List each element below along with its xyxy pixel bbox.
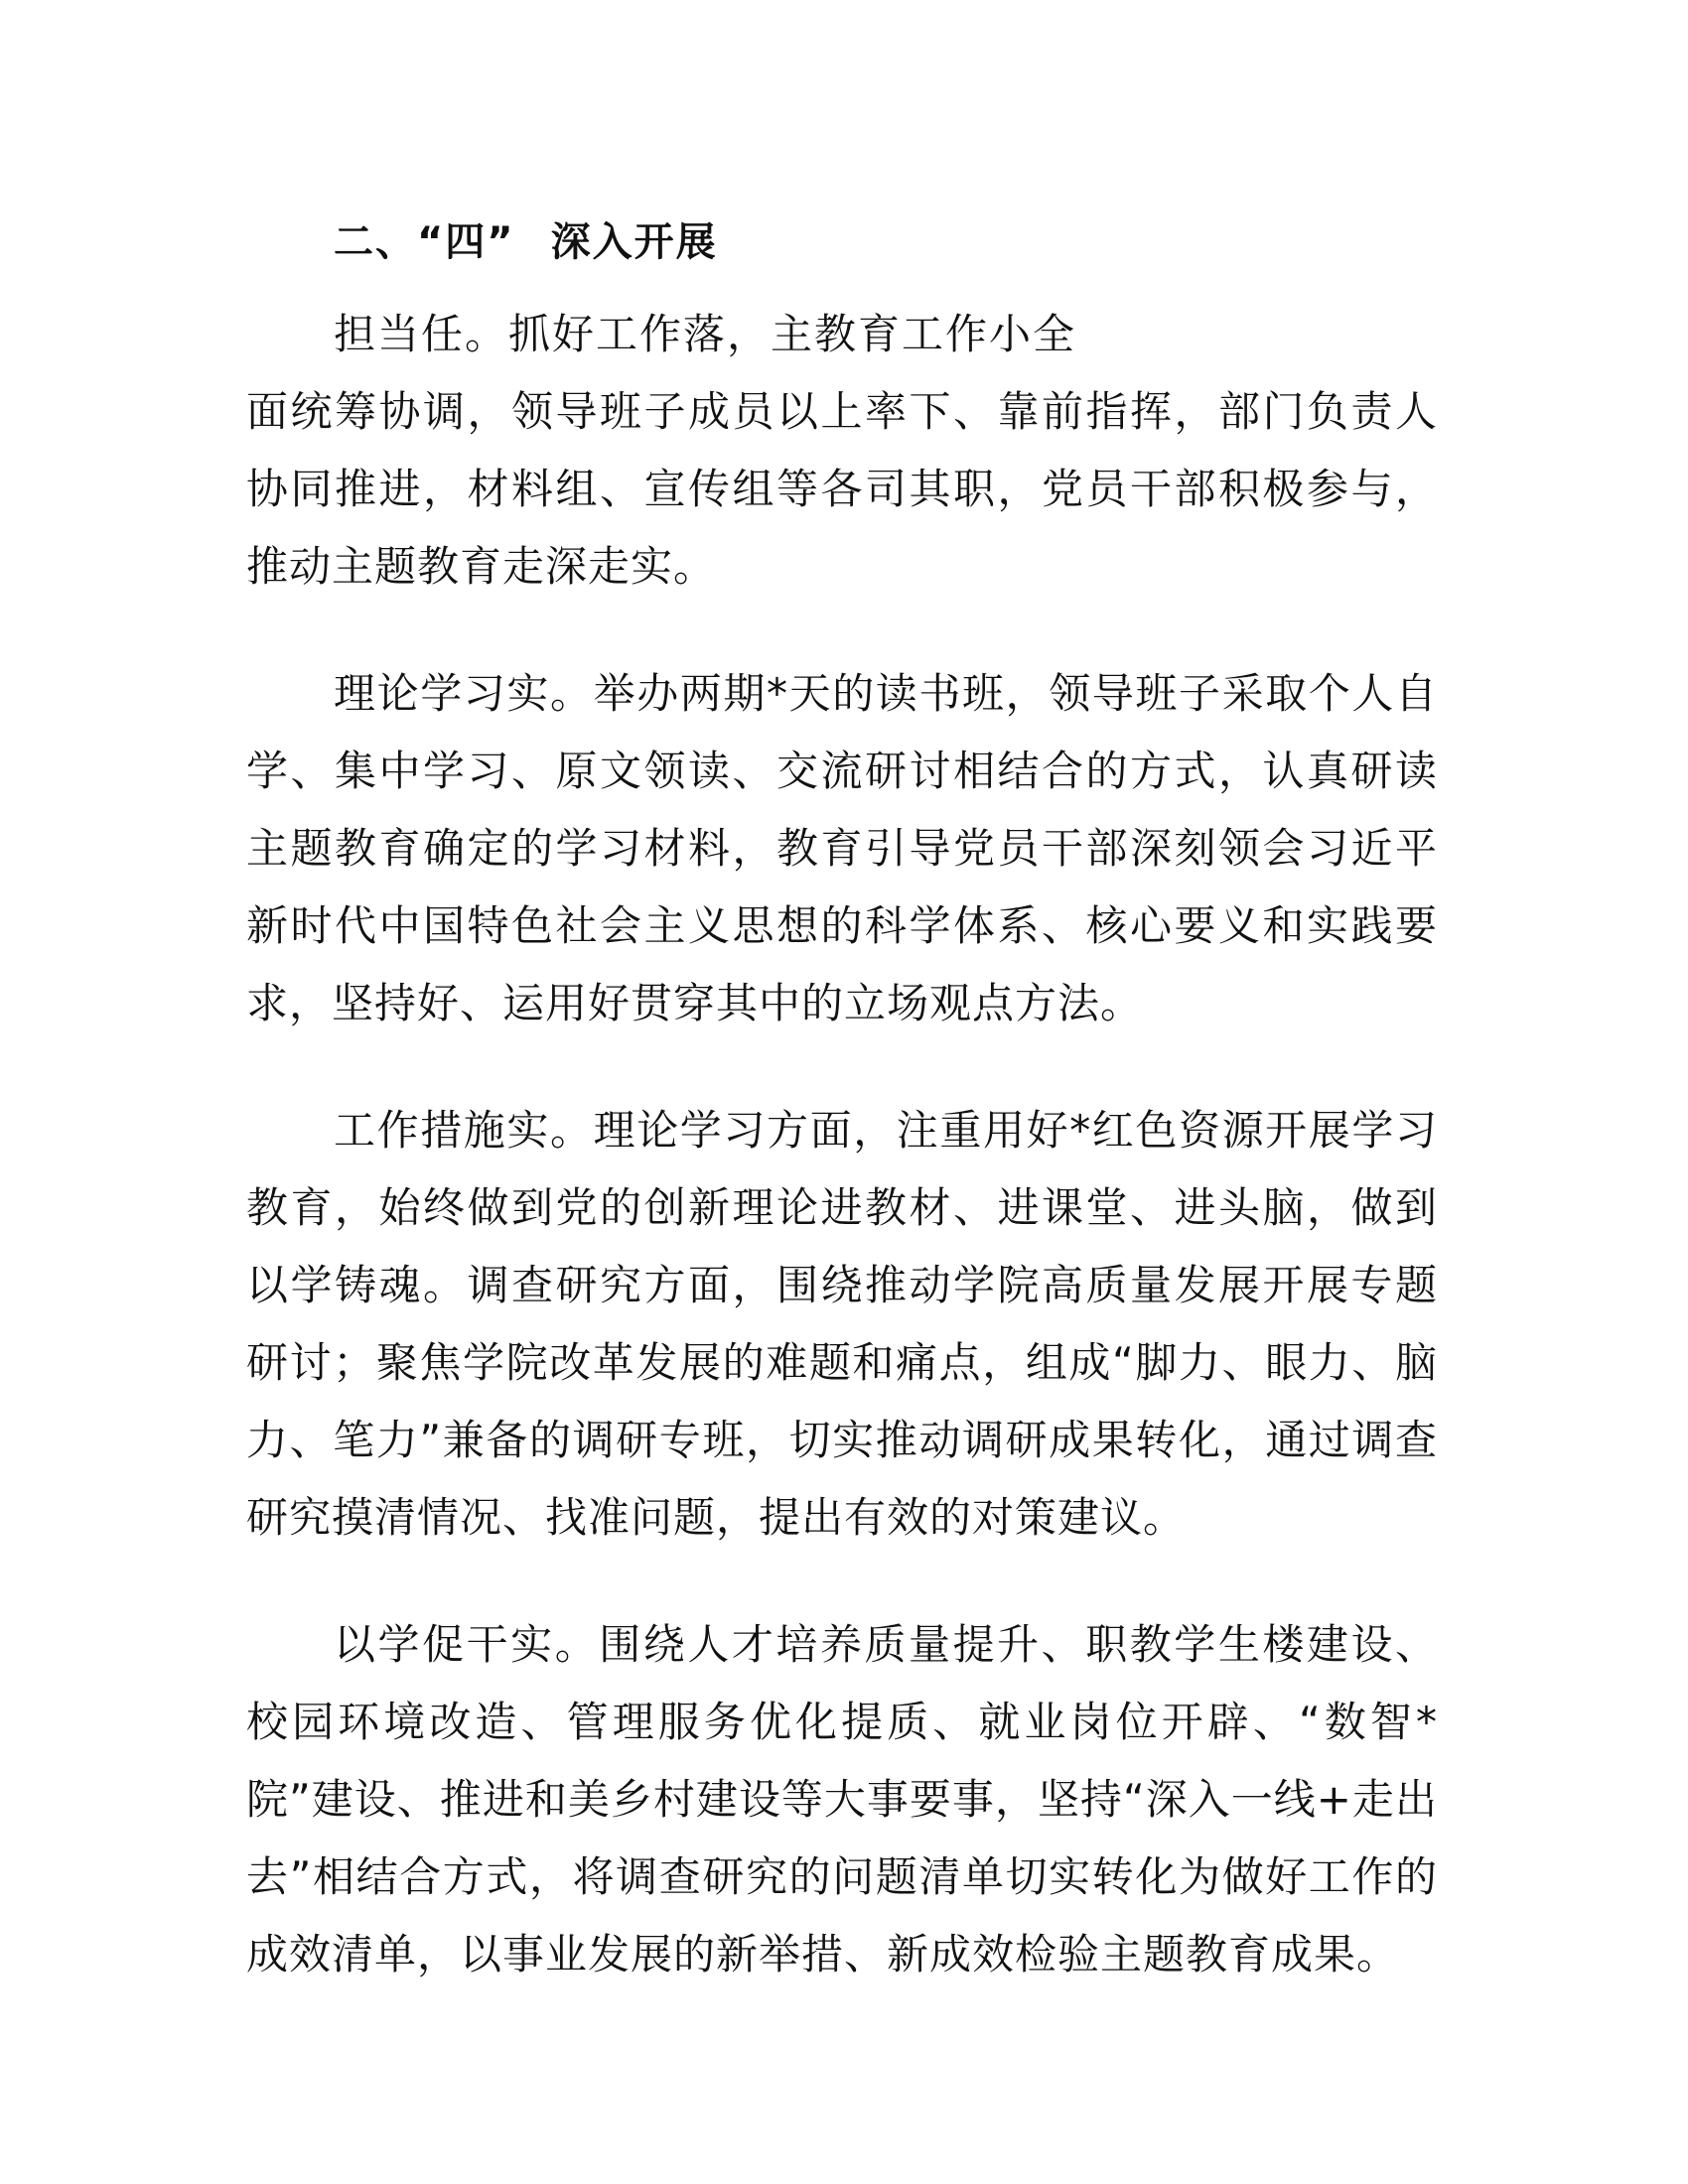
paragraph-responsibility (246, 296, 1438, 606)
section-title: 深入开展 (550, 219, 718, 265)
paragraph-text: 理论学习实。举办两期*天的读书班，领导班子采取个人自学、集中学习、原文领读、交流研讨相结合的方式，认真研读主题教育确定的学习材料，教育引导党员干部深刻领会习近平新时代中国特色社会主义思想的科学体系、核心要义和实践要求，坚持好、运用好贯穿其中的立场观点方法。 (246, 669, 1438, 1027)
section-heading (246, 210, 1438, 274)
paragraph-text: 以学促干实。围绕人才培养质量提升、职教学生楼建设、校园环境改造、管理服务优化提质、就业岗位开辟、“数智*院”建设、推进和美乡村建设等大事要事，坚持“深入一线+走出去”相结合方式，将调查研究的问题清单切实转化为做好工作的成效清单，以事业发展的新举措、新成效检验主题教育成果。 (246, 1620, 1438, 1979)
paragraph-learning-to-action (246, 1606, 1438, 1993)
paragraph-text: 工作措施实。理论学习方面，注重用好*红色资源开展学习教育，始终做到党的创新理论进教材、进课堂、进头脑，做到以学铸魂。调查研究方面，围绕推动学院高质量发展开展专题研讨；聚焦学院改革发展的难题和痛点，组成“脚力、眼力、脑力、笔力”兼备的调研专班，切实推动调研成果转化，通过调查研究摸清情况、找准问题，提出有效的对策建议。 (246, 1106, 1438, 1542)
document-body (246, 210, 1438, 2043)
paragraph-first-line: 担当任。抓好工作落，主教育工作小全 (334, 310, 1077, 358)
paragraph-continuation: 面统筹协调，领导班子成员以上率下、靠前指挥，部门负责人协同推进，材料组、宣传组等各司其职，党员干部积极参与，推动主题教育走深走实。 (246, 387, 1438, 591)
paragraph-theory-study (246, 655, 1438, 1042)
paragraph-work-measures (246, 1092, 1438, 1557)
section-number: 二、“四” (334, 219, 515, 265)
